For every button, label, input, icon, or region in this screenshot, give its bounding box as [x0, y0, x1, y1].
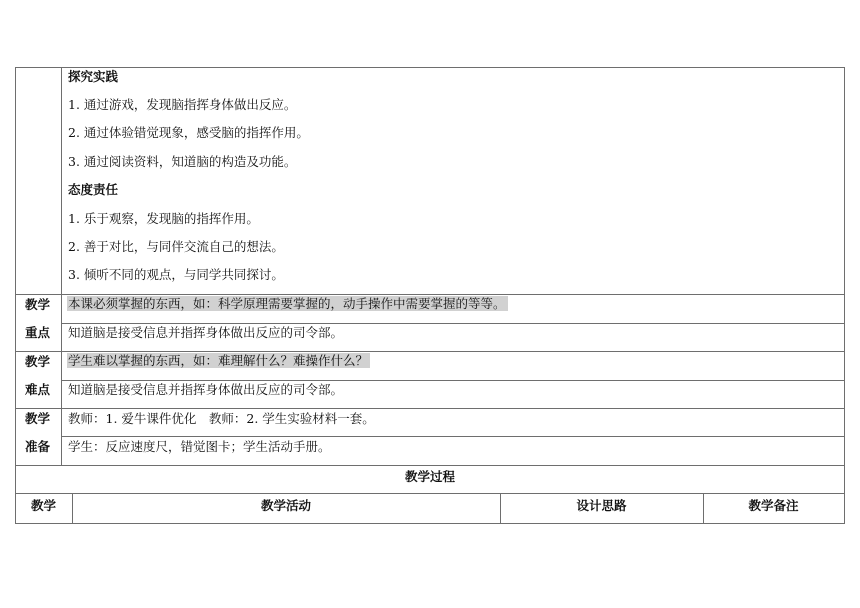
section-heading: 态度责任	[68, 182, 119, 197]
row-divider	[15, 294, 845, 295]
objective-item: 1. 通过游戏，发现脑指挥身体做出反应。	[68, 97, 297, 112]
objective-item: 2. 善于对比，与同伴交流自己的想法。	[68, 239, 284, 254]
table-bottom-border	[15, 523, 845, 524]
table-top-border	[15, 67, 845, 68]
row-divider	[61, 323, 845, 324]
key-points-content: 知道脑是接受信息并指挥身体做出反应的司令部。	[68, 325, 344, 340]
table-left-border	[15, 67, 16, 524]
row-label: 难点	[25, 382, 51, 397]
objective-item: 2. 通过体验错觉现象，感受脑的指挥作用。	[68, 125, 309, 140]
process-header: 设计思路	[576, 498, 627, 513]
row-label: 教学	[25, 297, 51, 312]
highlighted-hint: 学生难以掌握的东西，如：难理解什么？难操作什么？	[68, 353, 369, 368]
process-header: 教学	[30, 498, 56, 513]
label-column-divider	[61, 67, 62, 465]
lesson-plan-table	[15, 67, 845, 523]
objective-item: 3. 通过阅读资料，知道脑的构造及功能。	[68, 154, 297, 169]
difficulties-hint	[67, 353, 370, 369]
row-divider	[15, 493, 845, 494]
process-title: 教学过程	[404, 469, 455, 484]
table-right-border	[844, 67, 845, 524]
process-header: 教学备注	[748, 498, 799, 513]
row-label: 重点	[25, 325, 51, 340]
difficulties-content: 知道脑是接受信息并指挥身体做出反应的司令部。	[68, 382, 344, 397]
preparation-teacher: 教师：1. 爱牛课件优化 教师：2. 学生实验材料一套。	[68, 411, 375, 426]
row-divider	[15, 465, 845, 466]
section-heading: 探究实践	[68, 69, 119, 84]
objective-item: 3. 倾听不同的观点，与同学共同探讨。	[68, 267, 284, 282]
objective-item: 1. 乐于观察，发现脑的指挥作用。	[68, 211, 259, 226]
row-label: 教学	[25, 411, 51, 426]
row-label: 准备	[25, 439, 51, 454]
highlighted-hint: 本课必须掌握的东西，如：科学原理需要掌握的，动手操作中需要掌握的等等。	[68, 296, 506, 311]
key-points-hint	[67, 296, 508, 312]
row-divider	[15, 408, 845, 409]
preparation-student: 学生：反应速度尺，错觉图卡；学生活动手册。	[68, 439, 331, 454]
row-label: 教学	[25, 354, 51, 369]
row-divider	[61, 436, 845, 437]
row-divider	[15, 351, 845, 352]
process-header: 教学活动	[260, 498, 311, 513]
row-divider	[61, 380, 845, 381]
